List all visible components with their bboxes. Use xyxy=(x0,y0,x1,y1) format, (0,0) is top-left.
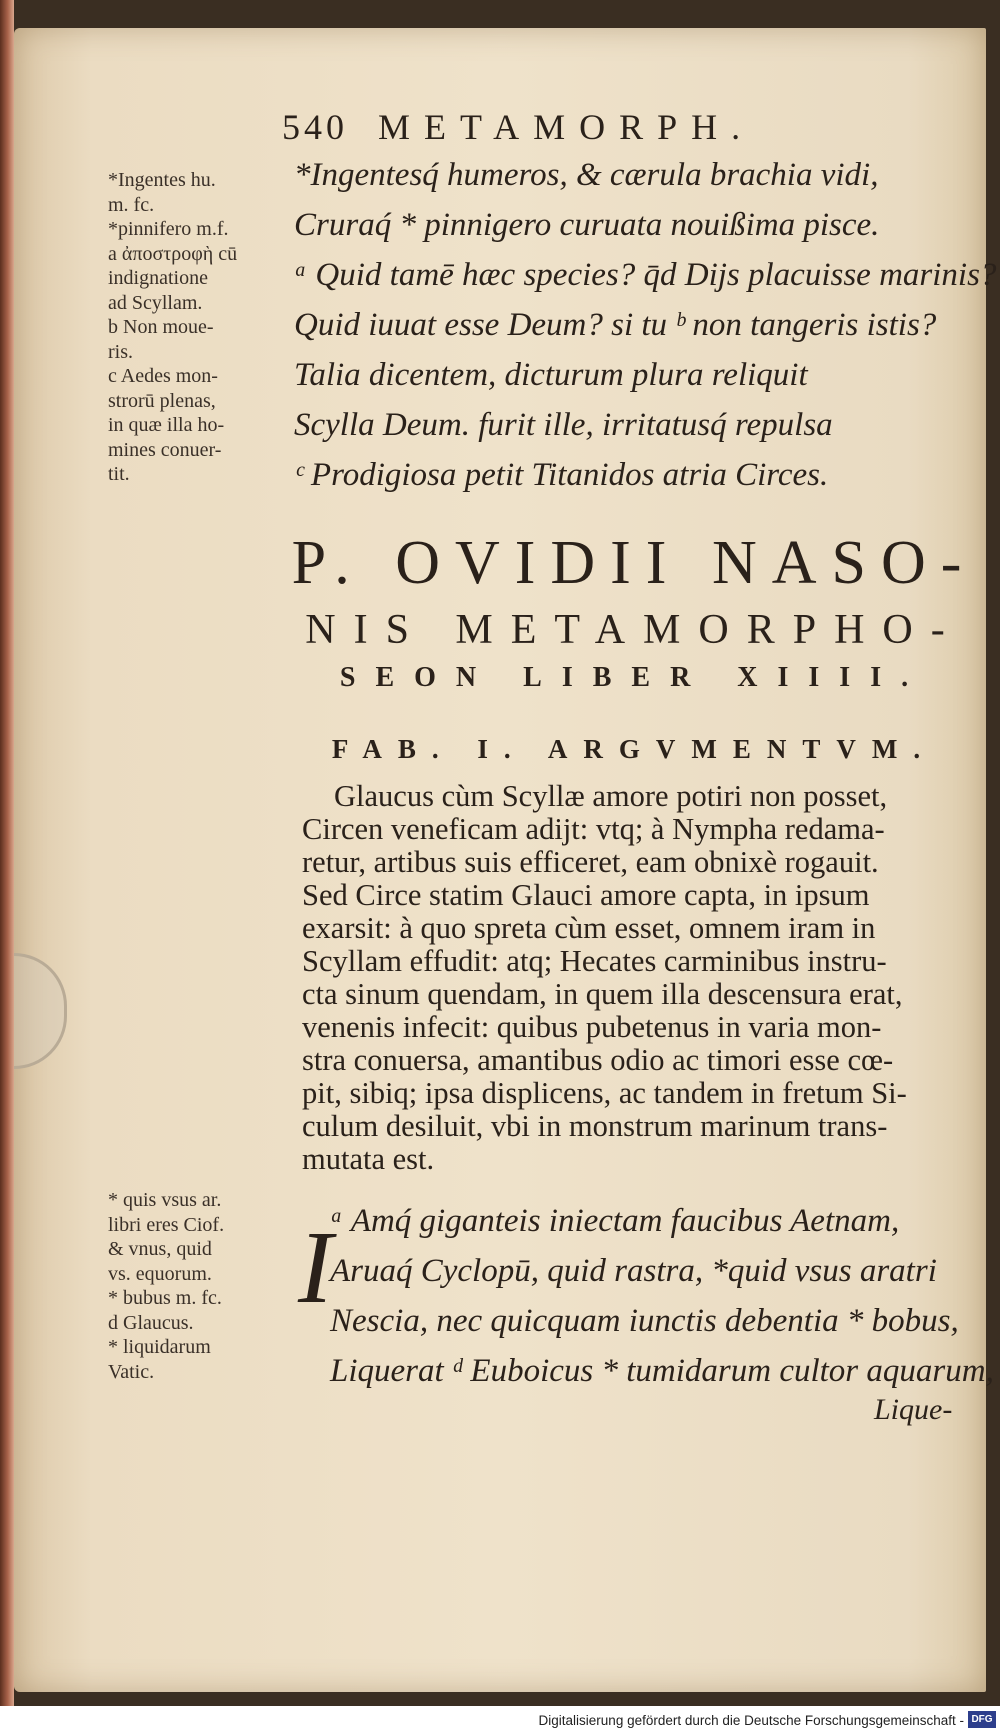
marginal-note: m. fc. xyxy=(108,193,155,216)
footer-credit: Digitalisierung gefördert durch die Deutsche Forschungsgemeinschaft - xyxy=(538,1713,964,1728)
page-number: 540 xyxy=(282,107,348,147)
drop-capital: I xyxy=(298,1210,333,1325)
verse-line: ᶜ Prodigiosa petit Titanidos atria Circes. xyxy=(294,457,829,493)
marginal-note: *pinnifero m.f. xyxy=(108,218,229,240)
verse-line: ᵃ Quid tamē hæc species? q̄d Dijs placuisse marinis? xyxy=(294,257,997,293)
verses-bottom xyxy=(330,1196,994,1396)
marginal-note: ris. xyxy=(108,340,133,363)
page-clip xyxy=(14,953,67,1069)
book-edge xyxy=(0,0,14,1734)
book-title-line-2: NIS METAMORPHO- xyxy=(305,607,963,653)
marginal-note: strorū plenas, xyxy=(108,389,216,412)
verses-top xyxy=(294,150,997,500)
marginal-notes-top xyxy=(108,168,298,487)
argument-heading: FAB. I. ARGVMENTVM. xyxy=(331,734,937,764)
marginal-note: * liquidarum xyxy=(108,1336,211,1358)
running-title: METAMORPH. xyxy=(378,107,755,147)
marginal-note: Vatic. xyxy=(108,1360,155,1383)
prose-line: pit, sibiq; ipsa displicens, ac tandem in fretum Si- xyxy=(302,1076,907,1110)
catchword: Lique- xyxy=(874,1393,953,1426)
marginal-note: & vnus, quid xyxy=(108,1238,212,1260)
running-header xyxy=(282,106,842,146)
book-page xyxy=(14,28,997,1692)
prose-line: stra conuersa, amantibus odio ac timori esse cœ- xyxy=(302,1043,894,1077)
marginal-note: mines conuer- xyxy=(108,438,222,461)
verse-line: *Ingentesq́ humeros, & cærula brachia vidi, xyxy=(294,157,879,193)
marginal-note: indignatione xyxy=(108,267,208,289)
marginal-note: b Non moue- xyxy=(108,316,214,338)
verse-line: ᵃ Amq́ giganteis iniectam faucibus Aetnam, xyxy=(330,1203,900,1239)
verse-line: Cruraq́ * pinnigero curuata nouißima pisce. xyxy=(294,207,880,243)
marginal-note: vs. equorum. xyxy=(108,1262,212,1285)
book-title-line-3: SEON LIBER XIIII. xyxy=(339,662,929,693)
verse-line: Aruaq́ Cyclopū, quid rastra, *quid vsus aratri xyxy=(330,1253,937,1289)
marginal-note: *Ingentes hu. xyxy=(108,169,216,191)
marginal-note: * quis vsus ar. xyxy=(108,1189,222,1211)
marginal-note: in quæ illa ho- xyxy=(108,414,225,436)
marginal-note: tit. xyxy=(108,463,130,485)
digitization-footer xyxy=(0,1706,1000,1734)
argument-paragraph xyxy=(302,780,974,1176)
prose-line: cta sinum quendam, in quem illa descensura erat, xyxy=(302,977,903,1011)
prose-line: Sed Circe statim Glauci amore capta, in ipsum xyxy=(302,878,870,912)
prose-line: Circen veneficam adijt: vtq; à Nympha redama- xyxy=(302,812,885,846)
prose-line: Scyllam effudit: atq; Hecates carminibus instru- xyxy=(302,944,887,978)
verse-line: Quid iuuat esse Deum? si tu ᵇ non tangeris istis? xyxy=(294,307,937,343)
prose-line: venenis infecit: quibus pubetenus in varia mon- xyxy=(302,1010,882,1044)
book-title-line-1: P. OVIDII NASO- xyxy=(291,529,977,597)
marginal-note: a ἀποστροφὴ cū xyxy=(108,242,238,265)
verse-line: Nescia, nec quicquam iunctis debentia * bobus, xyxy=(330,1303,959,1339)
marginal-note: ad Scyllam. xyxy=(108,291,203,314)
marginal-note: c Aedes mon- xyxy=(108,365,218,387)
dfg-logo-icon: DFG xyxy=(968,1711,996,1728)
prose-line: exarsit: à quo spreta cùm esset, omnem iram in xyxy=(302,911,876,945)
prose-line: retur, artibus suis efficeret, eam obnixè rogauit. xyxy=(302,845,879,879)
marginal-note: d Glaucus. xyxy=(108,1311,194,1334)
prose-line: culum desiluit, vbi in monstrum marinum trans- xyxy=(302,1109,888,1143)
marginal-note: * bubus m. fc. xyxy=(108,1287,222,1309)
prose-line: Glaucus cùm Scyllæ amore potiri non posset, xyxy=(334,779,888,813)
verse-line: Talia dicentem, dicturum plura reliquit xyxy=(294,357,808,393)
prose-line: mutata est. xyxy=(302,1142,435,1176)
marginal-note: libri eres Ciof. xyxy=(108,1213,225,1236)
verse-line: Liquerat ᵈ Euboicus * tumidarum cultor aquarum, xyxy=(330,1353,994,1389)
marginal-notes-bottom xyxy=(108,1188,298,1384)
verse-line: Scylla Deum. furit ille, irritatusq́ repulsa xyxy=(294,407,833,443)
